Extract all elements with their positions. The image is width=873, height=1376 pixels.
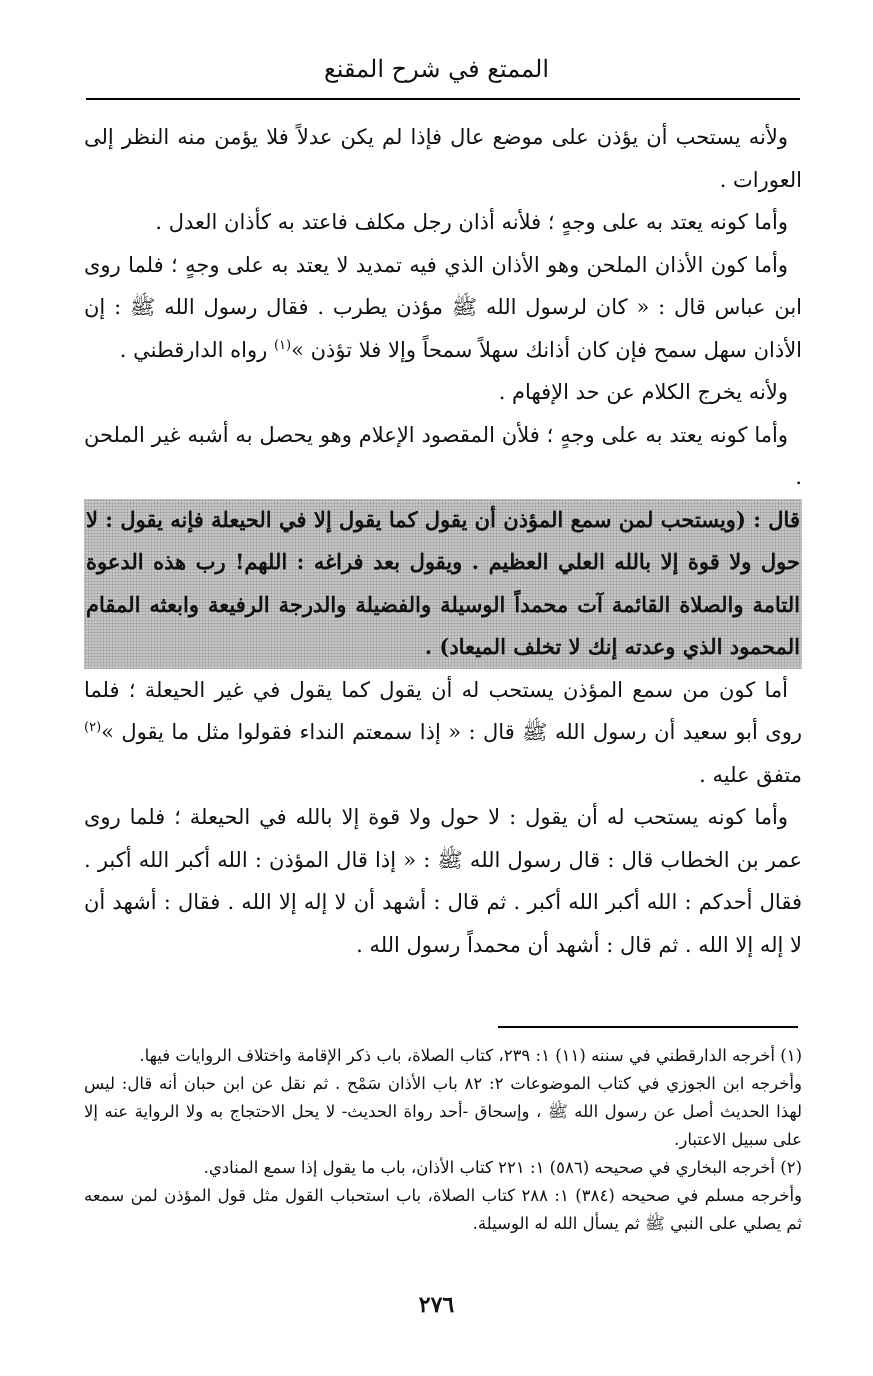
page-number: ٢٧٦	[418, 1292, 455, 1318]
paragraph: ولأنه يخرج الكلام عن حد الإفهام .	[498, 380, 788, 404]
paragraph: وأما كونه يعتد به على وجهٍ ؛ فلأنه أذان رجل مكلف فاعتد به كأذان العدل .	[155, 210, 788, 234]
main-text	[84, 116, 802, 966]
running-header-title: الممتع في شرح المقنع	[324, 55, 549, 83]
footnote-2-continued: وأخرجه مسلم في صحيحه (٣٨٤) ١: ٢٨٨ كتاب الصلاة، باب استحباب القول مثل قول المؤذن لمن سمعه ثم يصلي على النبي ﷺ ثم يسأل الله له الوسيلة.	[84, 1186, 803, 1233]
paragraph: وأما كونه يستحب له أن يقول : لا حول ولا قوة إلا بالله في الحيعلة ؛ فلما روى عمر بن الخطاب قال : قال رسول الله ﷺ : « إذا قال المؤذن : الله أكبر الله أكبر . فقال أحدكم : الله أكبر الله أكبر . ثم قال : أشهد أن لا إله إلا الله . فقال : أشهد أن لا إله إلا الله . ثم قال : أشهد أن محمداً رسول الله .	[84, 805, 802, 957]
footnote-1-continued: وأخرجه ابن الجوزي في كتاب الموضوعات ٢: ٨٢ باب الأذان سَمْح . ثم نقل عن ابن حبان أنه قال: ليس لهذا الحديث أصل عن رسول الله ﷺ ، وإسحاق -أحد رواة الحديث- لا يحل الاحتجاج به ولا الرواية عنه إلا على سبيل الاعتبار.	[84, 1074, 802, 1149]
footnote-ref-2[interactable]: (٢)	[84, 720, 102, 735]
header-divider	[86, 98, 800, 100]
footnotes	[84, 1042, 802, 1238]
paragraph: وأما كونه يعتد به على وجهٍ ؛ فلأن المقصود الإعلام وهو يحصل به أشبه غير الملحن .	[84, 422, 802, 489]
paragraph: ولأنه يستحب أن يؤذن على موضع عال فإذا لم يكن عدلاً فلا يؤمن منه النظر إلى العورات .	[84, 125, 802, 192]
paragraph-text: أما كون من سمع المؤذن يستحب له أن يقول كما يقول في غير الحيعلة ؛ فلما روى أبو سعيد أن رسول الله ﷺ قال : « إذا سمعتم النداء فقولوا مثل ما يقول »	[84, 677, 802, 744]
footnote-ref-1[interactable]: (١)	[273, 337, 292, 353]
paragraph-text: وأما كون الأذان الملحن وهو الأذان الذي فيه تمديد لا يعتد به على وجهٍ ؛ فلما روى ابن عباس قال : « كان لرسول الله ﷺ مؤذن يطرب . فقال رسول الله ﷺ : إن الأذان سهل سمح فإن كان أذانك سهلاً سمحاً وإلا فلا تؤذن »	[84, 252, 802, 362]
footnote-divider	[498, 1026, 798, 1028]
paragraph	[84, 669, 802, 797]
paragraph-text: متفق عليه .	[699, 762, 802, 787]
matn-quote-block: قال : (ويستحب لمن سمع المؤذن أن يقول كما يقول إلا في الحيعلة فإنه يقول : لا حول ولا قوة إلا بالله العلي العظيم . ويقول بعد فراغه : اللهم! رب هذه الدعوة التامة والصلاة القائمة آت محمداً الوسيلة والفضيلة والدرجة الرفيعة وابعثه المقام المحمود الذي وعدته إنك لا تخلف الميعاد) .	[84, 499, 802, 669]
footnote-2: (٢) أخرجه البخاري في صحيحه (٥٨٦) ١: ٢٢١ كتاب الأذان، باب ما يقول إذا سمع المنادي.	[203, 1158, 802, 1177]
paragraph-text: رواه الدارقطني .	[119, 337, 274, 362]
footnote-1: (١) أخرجه الدارقطني في سننه (١١) ١: ٢٣٩، كتاب الصلاة، باب ذكر الإقامة واختلاف الروايات فيها.	[139, 1046, 802, 1065]
paragraph	[84, 244, 802, 372]
